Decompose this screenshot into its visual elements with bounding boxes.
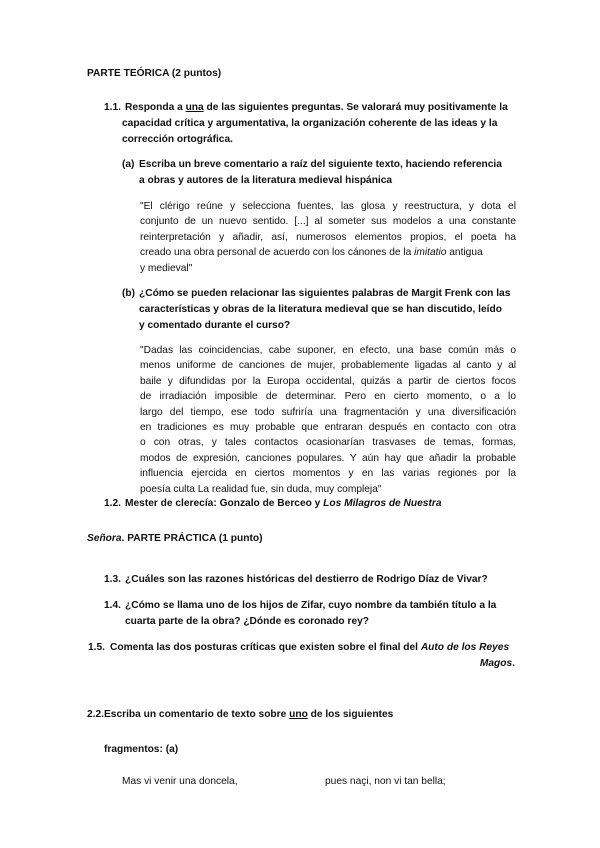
fragments-label: fragmentos: (a): [104, 744, 179, 755]
verse-left: Mas vi venir una doncela,: [122, 776, 238, 787]
section-practice-heading: Señora. PARTE PRÁCTICA (1 punto): [87, 533, 263, 544]
emphasis-uno: uno: [289, 709, 308, 720]
quote-frenk-line: influencia ejercida en ciertos momentos y en las varias regiones por la: [140, 468, 516, 480]
question-1-3-number: 1.3.: [104, 574, 121, 585]
quote-clerigo-line: "El clérigo reúne y selecciona fuentes, las glosa y reestructura, y dota el: [140, 201, 516, 212]
section-theory-heading: PARTE TEÓRICA (2 puntos): [87, 68, 222, 79]
quote-frenk-line: o con otras, y tales contactos ocasionarían trasvases de temas, formas,: [140, 437, 516, 449]
quote-clerigo: [140, 201, 516, 278]
quote-clerigo-line: conjunto de un nuevo sentido. [...] al someter sus modelos a una constante: [140, 216, 516, 228]
quote-frenk-line: menos uniforme de canciones de mujer, probablemente ligadas al canto y al: [140, 360, 516, 372]
question-1-1-line-3: corrección ortográfica.: [122, 134, 233, 145]
quote-frenk-line: baile y difundidas por la Europa occidental, quizás a partir de ciertos focos: [140, 375, 516, 387]
quote-frenk-line: poesía culta La realidad fue, sin duda, muy compleja": [140, 483, 382, 495]
question-1-4-line-1: ¿Cómo se llama uno de los hijos de Zifar, cuyo nombre da también título a la: [125, 600, 497, 611]
question-1-4-line-2: cuarta parte de la obra? ¿Dónde es coronado rey?: [125, 616, 369, 627]
question-a-line-1: Escriba un breve comentario a raíz del siguiente texto, haciendo referencia: [139, 159, 502, 170]
question-b-line-3: y comentado durante el curso?: [139, 320, 291, 331]
question-b-label: (b): [122, 288, 136, 299]
quote-frenk-line: modos de expresión, canciones populares. Y aún hay que añadir la probable: [140, 452, 516, 464]
quote-frenk-line: largo del tiempo, ese todo sufriría una fragmentación y una diversificación: [140, 406, 516, 418]
quote-frenk: [140, 345, 516, 499]
quote-frenk-line: "Dadas las coincidencias, cabe suponer, en efecto, una base común más o: [140, 345, 516, 356]
quote-frenk-line: en tradiciones es muy probable que entraran después en contacto con otra: [140, 421, 516, 433]
question-1-2-text: Mester de clerecía: Gonzalo de Berceo y Los Milagros de Nuestra: [125, 498, 442, 509]
quote-clerigo-line: y medieval": [140, 262, 193, 274]
question-1-1-line-1: Responda a una de las siguientes preguntas. Se valorará muy positivamente la: [125, 102, 508, 113]
question-1-1-line-2: capacidad crítica y argumentativa, la organización coherente de las ideas y la: [122, 118, 498, 129]
question-1-5-line-2: Magos.: [479, 658, 515, 669]
question-1-5-number: 1.5.: [88, 642, 105, 653]
question-1-2-number: 1.2.: [104, 498, 121, 509]
question-2-2-text: 2.2.Escriba un comentario de texto sobre uno de los siguientes: [87, 709, 394, 720]
quote-clerigo-line: reinterpretación y añadir, así, numerosos elementos propios, el poeta ha: [140, 231, 516, 243]
quote-clerigo-line: creado una obra personal de acuerdo con los cánones de la imitatio antigua: [140, 247, 483, 259]
question-a-line-2: a obras y autores de la literatura medieval hispánica: [139, 175, 393, 186]
question-b-line-2: características y obras de la literatura medieval que se han discutido, leído: [139, 304, 502, 315]
question-1-3-text: ¿Cuáles son las razones históricas del destierro de Rodrigo Díaz de Vivar?: [125, 574, 488, 585]
question-1-1-number: 1.1.: [104, 102, 121, 113]
question-b-line-1: ¿Cómo se pueden relacionar las siguientes palabras de Margit Frenk con las: [139, 288, 511, 299]
emphasis-una: una: [185, 102, 204, 113]
quote-frenk-line: de irradiación imposible de determinar. Pero en cierto momento, o a lo: [140, 391, 516, 403]
verse-right: pues naçi, non vi tan bella;: [325, 776, 446, 787]
question-1-4-number: 1.4.: [104, 600, 121, 611]
question-a-label: (a): [122, 159, 135, 170]
question-1-5-line-1: Comenta las dos posturas críticas que existen sobre el final del Auto de los Reyes: [110, 642, 510, 653]
